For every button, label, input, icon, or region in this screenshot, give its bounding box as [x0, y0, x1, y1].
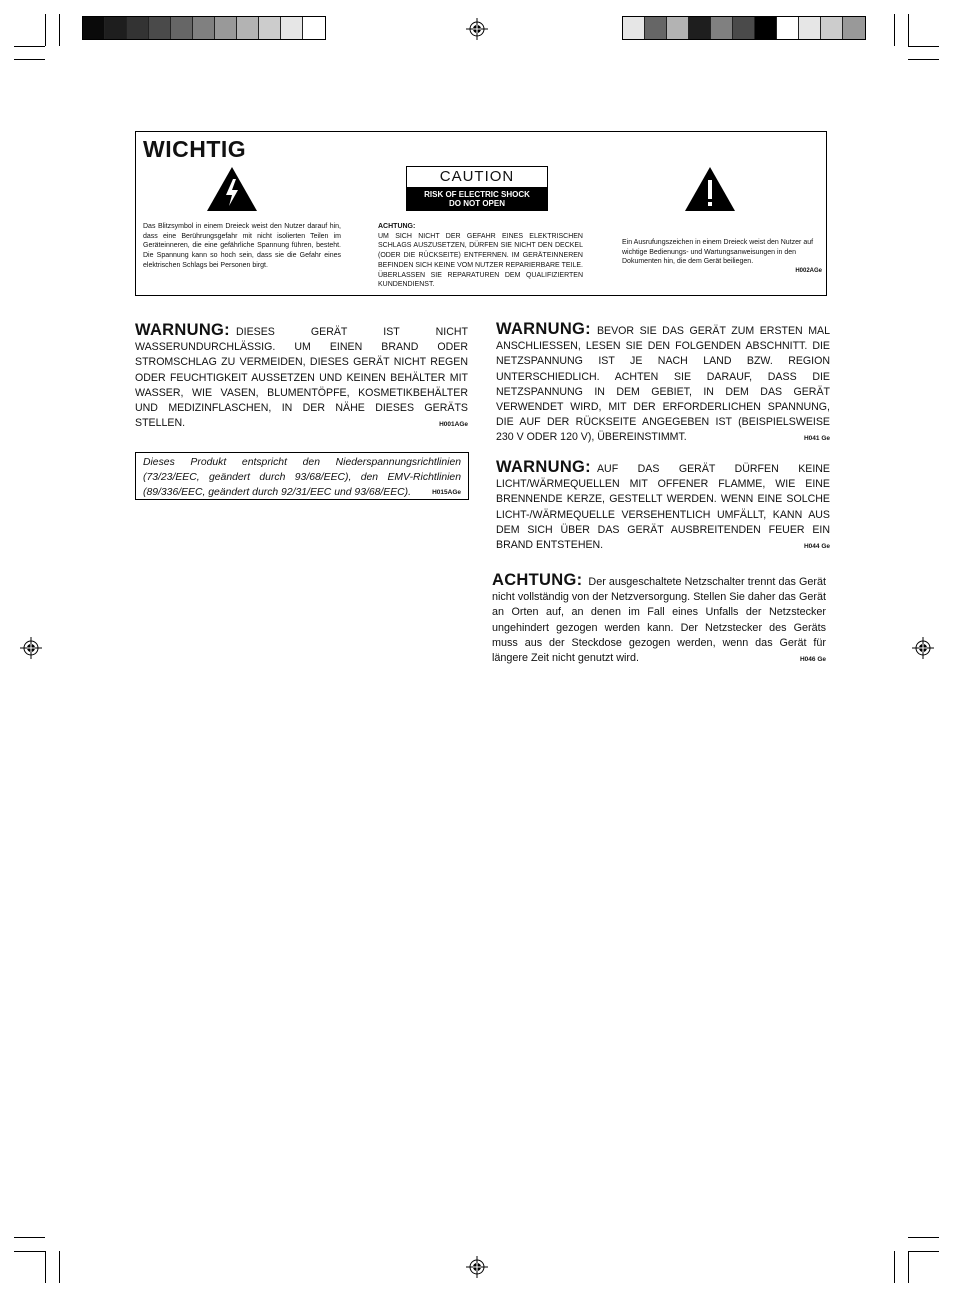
color-swatch	[733, 17, 755, 39]
caution-explanation	[378, 222, 583, 290]
warning-water	[135, 323, 468, 432]
warning-text: DIESES GERÄT IST NICHT WASSERUNDURCHLÄSSIG. UM EINEN BRAND ODER STROMSCHLAG ZU VERMEIDEN, DIESES GERÄT NICHT REGEN ODER FEUCHTIGKEIT AUSSETZEN UND KEINEN BEHÄLTER MIT WASSER, WIE VASEN, BLUMENTÖPFE, KOSMETIKBEHÄLTER UND MEDIZINFLASCHEN, IN DER NÄHE DIESES GERÄTS STELLEN.	[135, 326, 468, 430]
color-swatch	[149, 17, 171, 39]
color-swatch	[83, 17, 105, 39]
color-swatch	[193, 17, 215, 39]
crop-mark	[894, 14, 895, 46]
caution-title: CAUTION	[439, 168, 515, 185]
color-swatch	[623, 17, 645, 39]
crop-mark	[908, 1251, 939, 1252]
warning-heading: WARNUNG:	[135, 321, 230, 339]
warning-text: AUF DAS GERÄT DÜRFEN KEINE LICHT/WÄRMEQUELLEN MIT OFFENER FLAMME, WIE EINE BRENNENDE KERZE, GESTELLT WERDEN. WENN EINE SOLCHE LICHT-/WÄRMEQUELLE VERSEHENTLICH UMFÄLLT, KANN AUS DEM SICH ÜBER DAS GERÄT AUSBREITENDEN FEUER EIN BRAND ENTSTEHEN.	[496, 463, 830, 552]
crop-mark	[14, 59, 45, 60]
caution-line-2: DO NOT OPEN	[448, 199, 505, 208]
section-code: H015AGe	[432, 489, 461, 497]
crop-mark	[908, 59, 939, 60]
exclamation-explanation	[622, 238, 822, 277]
wichtig-title: WICHTIG	[143, 136, 247, 162]
color-swatch	[843, 17, 865, 39]
warning-flame	[496, 460, 830, 554]
crop-mark	[14, 1251, 45, 1252]
crop-mark	[14, 46, 45, 47]
warning-text: BEVOR SIE DAS GERÄT ZUM ERSTEN MAL ANSCHLIESSEN, LESEN SIE DEN FOLGENDEN ABSCHNITT. DIE NETZSPANNUNG IST JE NACH LAND BZW. REGION UNTERSCHIEDLICH. ACHTEN SIE DARAUF, DASS DIE NETZSPANNUNG IN DEM GEBIET, IN DEM DAS GERÄT VERWENDET WIRD, MIT DER ERFORDERLICHEN SPANNUNG, DIE AUF DER RÜCKSEITE ANGEGEBEN IST (BEISPIELSWEISE 230 V ODER 120 V), ÜBEREINSTIMMT.	[496, 325, 830, 444]
section-code: H044 Ge	[803, 543, 830, 551]
exclamation-explanation-text: Ein Ausrufungszeichen in einem Dreieck weist den Nutzer auf wichtige Bedienungs- und Wartungsanweisungen in den Dokumenten hin, die dem Gerät beiliegen.	[622, 239, 814, 266]
exclamation-warning-icon	[684, 166, 736, 212]
crop-mark	[908, 14, 909, 46]
warning-heading: WARNUNG:	[496, 320, 591, 338]
color-bar-left	[82, 16, 326, 40]
caution-line-1: RISK OF ELECTRIC SHOCK	[424, 190, 530, 199]
color-bar-right	[622, 16, 866, 40]
color-swatch	[281, 17, 303, 39]
crop-mark	[45, 1251, 46, 1283]
section-code: H046 Ge	[799, 656, 826, 664]
registration-mark-icon	[20, 637, 42, 659]
section-code: H001AGe	[439, 421, 468, 429]
caution-power-switch	[492, 573, 826, 667]
crop-mark	[908, 1251, 909, 1283]
color-swatch	[237, 17, 259, 39]
crop-mark	[59, 14, 60, 46]
warning-heading: WARNUNG:	[496, 458, 591, 476]
lightning-warning-icon	[206, 166, 258, 212]
crop-mark	[894, 1251, 895, 1283]
caution-text: Der ausgeschaltete Netzschalter trennt das Gerät nicht vollständig von der Netzversorgung. Stellen Sie daher das Gerät an Orten auf, an denen im Fall eines Unfalls der Netzstecker ungehindert gezogen werden kann. Der Netzstecker des Geräts muss aus der Steckdose gezogen werden, wenn das Gerät für längere Zeit nicht genutzt wird.	[492, 576, 826, 665]
color-swatch	[711, 17, 733, 39]
section-code: H002AGe	[795, 268, 822, 275]
registration-mark-icon	[466, 1256, 488, 1278]
section-code: H041 Ge	[803, 435, 830, 443]
color-swatch	[755, 17, 777, 39]
color-swatch	[667, 17, 689, 39]
caution-explanation-head: ACHTUNG:	[378, 223, 416, 230]
color-swatch	[303, 17, 325, 39]
registration-mark-icon	[466, 18, 488, 40]
caution-explanation-text: UM SICH NICHT DER GEFAHR EINES ELEKTRISCHEN SCHLAGS AUSZUSETZEN, DÜRFEN SIE NICHT DEN DECKEL (ODER DIE RÜCKSEITE) ENTFERNEN. IM GERÄTEINNEREN BEFINDEN SICH KEINE VOM NUTZER REPARIERBARE TEILE. ÜBERLASSEN SIE REPARATUREN DEM QUALIFIZIERTEN KUNDENDIENST.	[378, 232, 583, 289]
crop-mark	[45, 14, 46, 46]
color-swatch	[105, 17, 127, 39]
color-swatch	[127, 17, 149, 39]
compliance-box	[135, 452, 469, 500]
crop-mark	[908, 1237, 939, 1238]
crop-mark	[59, 1251, 60, 1283]
warning-voltage	[496, 322, 830, 447]
color-swatch	[799, 17, 821, 39]
color-swatch	[777, 17, 799, 39]
color-swatch	[215, 17, 237, 39]
crop-mark	[14, 1237, 45, 1238]
crop-mark	[908, 46, 939, 47]
caution-subtitle	[407, 187, 547, 210]
lightning-explanation: Das Blitzsymbol in einem Dreieck weist den Nutzer darauf hin, dass eine Berührungsgefahr mit nicht isolierten Teilen im Geräteinneren, die eine gefährliche Spannung führen, besteht. Die Spannung kann so hoch sein, dass sie die Gefahr eines elektrischen Schlags bei Personen birgt.	[143, 223, 341, 269]
compliance-text: Dieses Produkt entspricht den Niederspannungsrichtlinien (73/23/EEC, geändert durch 93/68/EEC), den EMV-Richtlinien (89/336/EEC, geändert durch 92/31/EEC und 93/68/EEC).	[143, 457, 461, 499]
color-swatch	[259, 17, 281, 39]
color-swatch	[645, 17, 667, 39]
registration-mark-icon	[912, 637, 934, 659]
caution-heading: ACHTUNG:	[492, 571, 583, 589]
color-swatch	[171, 17, 193, 39]
wichtig-box	[135, 131, 827, 296]
caution-label	[406, 166, 548, 211]
color-swatch	[689, 17, 711, 39]
color-swatch	[821, 17, 843, 39]
